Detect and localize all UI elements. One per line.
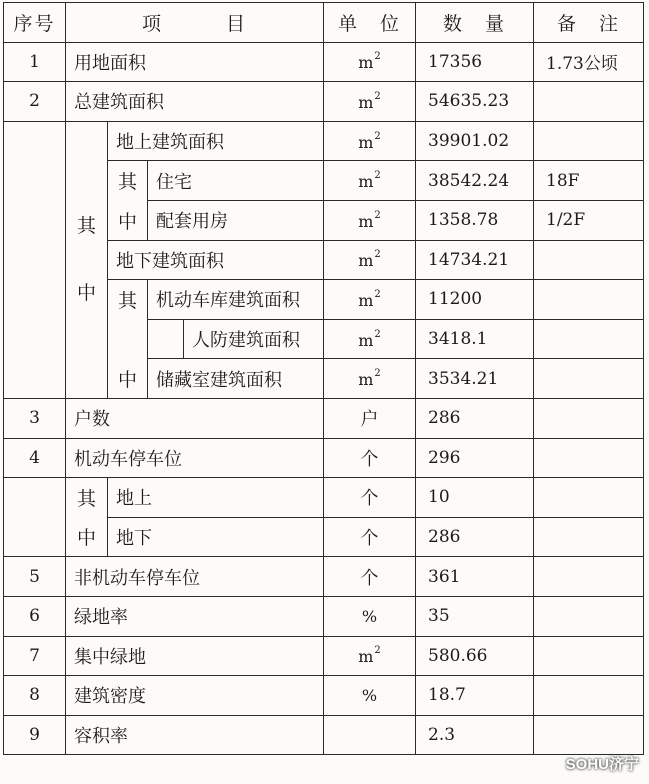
row-seq: 5 (4, 557, 66, 597)
row-item: 户数 (66, 398, 324, 438)
row-qty: 3418.1 (416, 319, 534, 359)
table-row (4, 596, 644, 636)
row-seq: 2 (4, 82, 66, 122)
row-qty: 3534.21 (416, 359, 534, 399)
table-row (4, 82, 644, 122)
row-seq: 6 (4, 596, 66, 636)
table-row (4, 438, 644, 478)
row-note (534, 478, 644, 518)
row-unit: $m^2$ (324, 240, 416, 280)
qi-label: 其 (108, 161, 148, 201)
row-item: 地下 (108, 517, 324, 557)
row-unit: $m^2$ (324, 636, 416, 676)
row-unit (324, 715, 416, 755)
row-item: 住宅 (148, 161, 324, 201)
row-qty: 286 (416, 398, 534, 438)
row-note (534, 280, 644, 320)
table-row (4, 636, 644, 676)
qizhong-label: 其 中 (66, 121, 108, 398)
row-unit: 户 (324, 398, 416, 438)
row-seq-empty (4, 478, 66, 557)
row-qty: 296 (416, 438, 534, 478)
row-qty: 54635.23 (416, 82, 534, 122)
table-row (4, 676, 644, 716)
header-item: 项 目 (66, 3, 324, 43)
row-seq-empty (4, 121, 66, 398)
row-note (534, 240, 644, 280)
row-qty: 11200 (416, 280, 534, 320)
table-row (4, 42, 644, 82)
row-item: 地上建筑面积 (108, 121, 324, 161)
row-qty: 1358.78 (416, 200, 534, 240)
row-item: 人防建筑面积 (184, 319, 324, 359)
row-item: 配套用房 (148, 200, 324, 240)
row-note (534, 715, 644, 755)
row-item: 建筑密度 (66, 676, 324, 716)
indicator-table (3, 2, 644, 755)
row-item: 地上 (108, 478, 324, 518)
header-unit: 单 位 (324, 3, 416, 43)
row-unit: $m^2$ (324, 359, 416, 399)
row-note (534, 438, 644, 478)
row-note (534, 557, 644, 597)
row-item: 容积率 (66, 715, 324, 755)
row-unit: % (324, 596, 416, 636)
row-unit: 个 (324, 557, 416, 597)
row-unit: $m^2$ (324, 161, 416, 201)
qi-label: 其 (108, 280, 148, 320)
row-item: 储藏室建筑面积 (148, 359, 324, 399)
row-qty: 35 (416, 596, 534, 636)
row-qty: 10 (416, 478, 534, 518)
row-item: 用地面积 (66, 42, 324, 82)
table-row (4, 398, 644, 438)
row-unit: $m^2$ (324, 42, 416, 82)
zhong-label: 中 (66, 517, 108, 557)
row-seq: 7 (4, 636, 66, 676)
table-row (4, 715, 644, 755)
zhong-label: 中 (108, 200, 148, 240)
table-row (4, 517, 644, 557)
row-note (534, 319, 644, 359)
row-qty: 17356 (416, 42, 534, 82)
row-note (534, 82, 644, 122)
row-unit: $m^2$ (324, 121, 416, 161)
row-note (534, 121, 644, 161)
header-qty: 数 量 (416, 3, 534, 43)
row-qty: 580.66 (416, 636, 534, 676)
row-item: 机动车停车位 (66, 438, 324, 478)
row-unit: 个 (324, 517, 416, 557)
header-seq: 序号 (4, 3, 66, 43)
indent-cell (148, 319, 184, 359)
zhong-label: 中 (108, 359, 148, 399)
row-note (534, 596, 644, 636)
row-qty: 14734.21 (416, 240, 534, 280)
sohu-watermark: SOHU济宁 (565, 756, 639, 773)
row-unit: $m^2$ (324, 200, 416, 240)
row-qty: 361 (416, 557, 534, 597)
row-note (534, 517, 644, 557)
row-qty: 18.7 (416, 676, 534, 716)
qi-label: 其 (66, 478, 108, 518)
row-item: 总建筑面积 (66, 82, 324, 122)
row-item: 地下建筑面积 (108, 240, 324, 280)
row-qty: 2.3 (416, 715, 534, 755)
qizhong-spacer (108, 319, 148, 359)
row-item: 机动车库建筑面积 (148, 280, 324, 320)
table-row (4, 478, 644, 518)
row-note: 1.73公顷 (534, 42, 644, 82)
row-note: 1/2F (534, 200, 644, 240)
row-seq: 3 (4, 398, 66, 438)
table-row (4, 121, 644, 161)
row-qty: 39901.02 (416, 121, 534, 161)
table-row (4, 557, 644, 597)
row-unit: $m^2$ (324, 319, 416, 359)
row-seq: 9 (4, 715, 66, 755)
row-unit: $m^2$ (324, 82, 416, 122)
row-seq: 4 (4, 438, 66, 478)
row-unit: 个 (324, 478, 416, 518)
row-qty: 38542.24 (416, 161, 534, 201)
row-seq: 1 (4, 42, 66, 82)
header-note: 备 注 (534, 3, 644, 43)
row-qty: 286 (416, 517, 534, 557)
row-seq: 8 (4, 676, 66, 716)
row-item: 绿地率 (66, 596, 324, 636)
row-unit: % (324, 676, 416, 716)
header-row (4, 3, 644, 43)
row-note: 18F (534, 161, 644, 201)
row-note (534, 636, 644, 676)
row-item: 非机动车停车位 (66, 557, 324, 597)
row-item: 集中绿地 (66, 636, 324, 676)
row-note (534, 398, 644, 438)
row-unit: 个 (324, 438, 416, 478)
row-note (534, 676, 644, 716)
row-note (534, 359, 644, 399)
row-unit: $m^2$ (324, 280, 416, 320)
